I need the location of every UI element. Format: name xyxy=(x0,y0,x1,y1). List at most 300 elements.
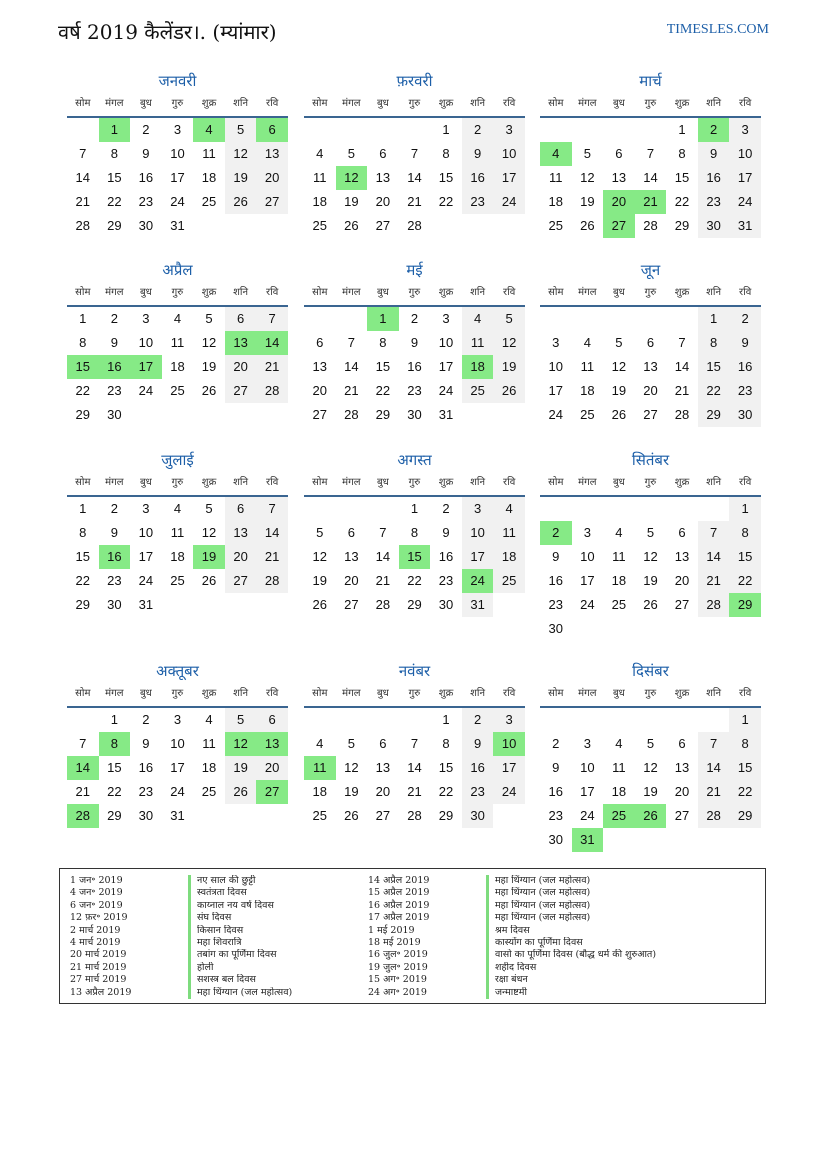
day-cell: 12 xyxy=(611,359,627,374)
day-cell: 1 xyxy=(79,311,87,326)
day-cell: 24 xyxy=(138,383,154,398)
day-cell: 21 xyxy=(407,194,422,209)
holiday-row xyxy=(60,962,362,974)
empty-day-cell xyxy=(666,617,698,641)
empty-day-cell xyxy=(493,403,525,427)
week-row xyxy=(67,118,288,142)
day-cell: 11 xyxy=(612,549,626,564)
empty-day-cell xyxy=(540,307,572,331)
day-cell: 16 xyxy=(462,166,494,190)
weekday-label: शुक्र xyxy=(438,477,454,488)
weekday-header xyxy=(540,471,761,497)
holiday-row xyxy=(358,900,695,912)
day-cell: 3 xyxy=(442,311,450,326)
empty-day-cell xyxy=(304,118,336,142)
month-title: दिसंबर xyxy=(632,662,669,680)
day-cell: 9 xyxy=(110,525,118,540)
weekday-label: शुक्र xyxy=(201,98,217,109)
day-cell: 29 xyxy=(698,403,730,427)
weekday-label: मंगल xyxy=(578,287,597,298)
month-calendar xyxy=(540,259,761,427)
holiday-name: महा थिंग्यान (जल महोत्सव) xyxy=(495,887,591,899)
empty-day-cell xyxy=(367,118,399,142)
day-cell: 19 xyxy=(193,545,225,569)
empty-day-cell xyxy=(304,497,336,521)
month-title: सितंबर xyxy=(631,451,670,469)
week-row xyxy=(67,214,288,238)
empty-day-cell xyxy=(729,828,761,852)
week-row xyxy=(540,521,761,545)
holiday-date: 27 मार्च 2019 xyxy=(70,974,127,986)
day-cell: 24 xyxy=(580,597,595,612)
weekday-label: शनि xyxy=(233,477,249,488)
day-cell: 2 xyxy=(110,311,118,326)
day-cell: 16 xyxy=(548,784,564,799)
day-cell: 14 xyxy=(375,549,391,564)
week-row xyxy=(67,732,288,756)
week-row xyxy=(540,569,761,593)
weekday-header xyxy=(540,92,761,118)
day-cell: 1 xyxy=(698,307,730,331)
week-row xyxy=(304,497,525,521)
empty-day-cell xyxy=(225,214,257,238)
day-cell: 4 xyxy=(493,497,525,521)
week-row xyxy=(304,569,525,593)
day-cell: 23 xyxy=(548,597,564,612)
day-cell: 21 xyxy=(674,383,690,398)
holiday-name: महा थिंग्यान (जल महोत्सव) xyxy=(495,899,591,911)
day-cell: 21 xyxy=(407,784,422,799)
weekday-label: सोम xyxy=(548,287,564,298)
day-cell: 29 xyxy=(729,804,761,828)
day-cell: 10 xyxy=(493,142,525,166)
weekday-label: शनि xyxy=(470,287,486,298)
day-cell: 21 xyxy=(698,569,730,593)
day-cell: 12 xyxy=(312,549,328,564)
holiday-name: होली xyxy=(197,961,214,973)
weekday-label: मंगल xyxy=(105,477,124,488)
day-cell: 25 xyxy=(611,597,627,612)
day-cell: 29 xyxy=(407,597,422,612)
day-cell: 9 xyxy=(142,736,150,751)
day-cell: 20 xyxy=(674,573,690,588)
empty-day-cell xyxy=(193,403,225,427)
day-cell: 18 xyxy=(312,784,328,799)
empty-day-cell xyxy=(336,708,368,732)
day-cell: 31 xyxy=(462,593,494,617)
day-cell: 14 xyxy=(75,170,91,185)
day-cell: 29 xyxy=(674,218,690,233)
day-cell: 12 xyxy=(643,549,658,564)
day-cell: 20 xyxy=(603,190,635,214)
holiday-row xyxy=(358,974,695,986)
day-cell: 7 xyxy=(678,335,686,350)
day-cell: 31 xyxy=(138,597,154,612)
holiday-date: 19 जुल॰ 2019 xyxy=(368,961,428,973)
empty-day-cell xyxy=(666,497,698,521)
day-cell: 30 xyxy=(138,218,154,233)
day-cell: 6 xyxy=(347,525,355,540)
day-cell: 11 xyxy=(549,170,563,185)
day-cell: 16 xyxy=(462,756,494,780)
day-cell: 1 xyxy=(442,122,450,137)
day-cell: 19 xyxy=(225,756,257,780)
day-cell: 1 xyxy=(79,501,87,516)
day-cell: 1 xyxy=(729,497,761,521)
day-cell: 23 xyxy=(107,383,122,398)
day-cell: 21 xyxy=(698,780,730,804)
day-cell: 24 xyxy=(170,784,185,799)
empty-day-cell xyxy=(603,307,635,331)
holiday-name: महा थिंग्यान (जल महोत्सव) xyxy=(495,912,591,924)
holiday-name: कास्योंग का पूर्णिमा दिवस xyxy=(495,936,583,948)
day-cell: 15 xyxy=(729,756,761,780)
holiday-name: रक्षा बंधन xyxy=(495,974,528,986)
weekday-label: गुरु xyxy=(408,98,421,109)
day-cell: 18 xyxy=(312,194,328,209)
week-row xyxy=(67,569,288,593)
day-cell: 25 xyxy=(580,407,595,422)
day-cell: 4 xyxy=(615,736,623,751)
weekday-label: सोम xyxy=(548,477,564,488)
day-cell: 23 xyxy=(138,194,154,209)
holiday-marker xyxy=(188,974,191,986)
week-row xyxy=(540,307,761,331)
day-cell: 30 xyxy=(548,832,564,847)
day-cell: 3 xyxy=(493,118,525,142)
empty-day-cell xyxy=(336,497,368,521)
day-cell: 2 xyxy=(698,118,730,142)
day-cell: 26 xyxy=(344,808,359,823)
day-cell: 12 xyxy=(643,760,658,775)
site-link[interactable]: TIMESLES.COM xyxy=(666,22,769,37)
week-row xyxy=(540,545,761,569)
day-cell: 5 xyxy=(225,708,257,732)
week-row xyxy=(304,521,525,545)
day-cell: 8 xyxy=(410,525,419,540)
week-row xyxy=(304,708,525,732)
empty-day-cell xyxy=(462,403,494,427)
holiday-marker xyxy=(188,875,191,887)
day-cell: 2 xyxy=(540,521,572,545)
day-cell: 9 xyxy=(462,732,494,756)
day-cell: 3 xyxy=(173,712,182,727)
weekday-label: शुक्र xyxy=(201,477,217,488)
day-cell: 25 xyxy=(201,194,217,209)
day-cell: 20 xyxy=(312,383,328,398)
week-row xyxy=(304,593,525,617)
day-cell: 25 xyxy=(312,808,328,823)
day-cell: 20 xyxy=(375,194,391,209)
weekday-label: शुक्र xyxy=(438,688,454,699)
holiday-row xyxy=(60,949,362,961)
weekday-label: बुध xyxy=(139,287,152,298)
week-row xyxy=(304,379,525,403)
day-cell: 2 xyxy=(462,708,494,732)
holiday-name: संघ दिवस xyxy=(197,912,232,924)
holiday-row xyxy=(358,925,695,937)
day-cell: 13 xyxy=(225,521,257,545)
holiday-list xyxy=(59,868,766,1004)
day-cell: 20 xyxy=(643,383,658,398)
day-cell: 6 xyxy=(646,335,655,350)
weekday-label: शुक्र xyxy=(201,688,217,699)
holiday-name: जन्माष्टमी xyxy=(495,986,527,998)
day-cell: 15 xyxy=(67,355,99,379)
weekday-label: बुध xyxy=(376,98,389,109)
empty-day-cell xyxy=(666,828,698,852)
week-row xyxy=(540,617,761,641)
holiday-row xyxy=(60,974,362,986)
day-cell: 1 xyxy=(367,307,399,331)
day-cell: 6 xyxy=(678,736,686,751)
week-row xyxy=(304,756,525,780)
holiday-date: 4 मार्च 2019 xyxy=(70,936,121,948)
day-cell: 19 xyxy=(643,573,658,588)
day-cell: 25 xyxy=(493,569,525,593)
day-cell: 22 xyxy=(75,383,91,398)
week-row xyxy=(540,804,761,828)
day-cell: 20 xyxy=(225,355,257,379)
weekday-label: गुरु xyxy=(644,287,657,298)
weekday-label: मंगल xyxy=(342,287,361,298)
day-cell: 30 xyxy=(548,621,564,636)
week-row xyxy=(67,142,288,166)
day-cell: 18 xyxy=(170,549,185,564)
week-row xyxy=(67,804,288,828)
day-cell: 27 xyxy=(344,597,359,612)
month-calendar xyxy=(540,660,761,852)
holiday-date: 12 फ़र॰ 2019 xyxy=(70,912,128,924)
day-cell: 22 xyxy=(407,573,422,588)
day-cell: 11 xyxy=(170,335,185,350)
day-cell: 19 xyxy=(344,784,359,799)
day-cell: 18 xyxy=(201,170,217,185)
day-cell: 12 xyxy=(493,331,525,355)
day-cell: 10 xyxy=(170,736,185,751)
weekday-label: मंगल xyxy=(105,688,124,699)
weekday-label: शुक्र xyxy=(674,477,690,488)
holiday-date: 21 मार्च 2019 xyxy=(70,961,127,973)
day-cell: 18 xyxy=(201,760,217,775)
empty-day-cell xyxy=(603,497,635,521)
day-cell: 7 xyxy=(347,335,355,350)
weekday-label: बुध xyxy=(139,688,152,699)
day-cell: 21 xyxy=(75,194,91,209)
day-cell: 25 xyxy=(170,383,185,398)
day-cell: 5 xyxy=(615,335,623,350)
empty-day-cell xyxy=(399,708,431,732)
holiday-marker xyxy=(188,912,191,924)
holiday-date: 14 अप्रैल 2019 xyxy=(368,875,430,886)
day-cell: 7 xyxy=(79,146,87,161)
holiday-row xyxy=(358,962,695,974)
day-cell: 20 xyxy=(256,166,288,190)
day-cell: 7 xyxy=(79,736,87,751)
holiday-row xyxy=(358,987,695,999)
week-row xyxy=(540,593,761,617)
day-cell: 22 xyxy=(375,383,391,398)
day-cell: 23 xyxy=(729,379,761,403)
empty-day-cell xyxy=(336,118,368,142)
weekday-label: मंगल xyxy=(342,477,361,488)
empty-day-cell xyxy=(572,118,604,142)
weekday-label: गुरु xyxy=(171,98,184,109)
empty-day-cell xyxy=(430,214,462,238)
day-cell: 17 xyxy=(130,355,162,379)
empty-day-cell xyxy=(603,708,635,732)
month-title: मई xyxy=(406,261,423,279)
day-cell: 2 xyxy=(110,501,118,516)
month-calendar xyxy=(304,660,525,828)
day-cell: 25 xyxy=(312,218,328,233)
holiday-row xyxy=(60,887,362,899)
empty-day-cell xyxy=(698,828,730,852)
day-cell: 4 xyxy=(193,118,225,142)
day-cell: 16 xyxy=(438,549,454,564)
day-cell: 19 xyxy=(611,383,627,398)
day-cell: 5 xyxy=(205,501,213,516)
day-cell: 18 xyxy=(462,355,494,379)
day-cell: 13 xyxy=(312,359,328,374)
day-cell: 14 xyxy=(256,521,288,545)
week-row xyxy=(540,497,761,521)
empty-day-cell xyxy=(603,828,635,852)
day-cell: 28 xyxy=(698,804,730,828)
empty-day-cell xyxy=(635,828,667,852)
day-cell: 27 xyxy=(375,218,391,233)
day-cell: 28 xyxy=(344,407,359,422)
holiday-row xyxy=(60,925,362,937)
day-cell: 4 xyxy=(540,142,572,166)
empty-day-cell xyxy=(367,708,399,732)
empty-day-cell xyxy=(666,307,698,331)
holiday-name: स्वतंत्रता दिवस xyxy=(197,887,247,899)
empty-day-cell xyxy=(162,403,194,427)
day-cell: 23 xyxy=(438,573,454,588)
month-calendar xyxy=(304,449,525,617)
day-cell: 23 xyxy=(107,573,122,588)
day-cell: 22 xyxy=(698,379,730,403)
day-cell: 29 xyxy=(375,407,391,422)
holiday-date: 1 जन॰ 2019 xyxy=(70,875,123,886)
day-cell: 18 xyxy=(580,383,595,398)
day-cell: 26 xyxy=(643,597,658,612)
day-cell: 11 xyxy=(462,331,494,355)
day-cell: 30 xyxy=(698,214,730,238)
day-cell: 8 xyxy=(442,146,450,161)
day-cell: 12 xyxy=(336,166,368,190)
week-row xyxy=(304,804,525,828)
day-cell: 31 xyxy=(170,218,185,233)
day-cell: 17 xyxy=(138,549,154,564)
weekday-label: शुक्र xyxy=(438,287,454,298)
day-cell: 2 xyxy=(442,501,450,516)
holiday-name: सशस्त्र बल दिवस xyxy=(197,974,256,986)
day-cell: 13 xyxy=(643,359,658,374)
week-row xyxy=(67,379,288,403)
day-cell: 26 xyxy=(493,379,525,403)
holiday-marker xyxy=(188,962,191,974)
day-cell: 19 xyxy=(201,359,217,374)
weekday-label: रवि xyxy=(266,477,279,488)
empty-day-cell xyxy=(462,214,494,238)
weekday-label: बुध xyxy=(376,477,389,488)
day-cell: 1 xyxy=(442,712,450,727)
holiday-name: काय्नाल नय वर्ष दिवस xyxy=(197,899,274,911)
month-title: अप्रैल xyxy=(162,261,193,279)
weekday-header xyxy=(540,281,761,307)
day-cell: 23 xyxy=(698,190,730,214)
day-cell: 28 xyxy=(407,218,422,233)
day-cell: 25 xyxy=(603,804,635,828)
day-cell: 24 xyxy=(170,194,185,209)
holiday-date: 18 मई 2019 xyxy=(368,936,421,948)
weekday-label: बुध xyxy=(139,98,152,109)
day-cell: 16 xyxy=(729,355,761,379)
empty-day-cell xyxy=(193,214,225,238)
day-cell: 6 xyxy=(615,146,623,161)
weekday-label: रवि xyxy=(266,688,279,699)
day-cell: 14 xyxy=(698,756,730,780)
holiday-date: 17 अप्रैल 2019 xyxy=(368,912,430,924)
weekday-label: रवि xyxy=(266,287,279,298)
holiday-name: महा थिंग्यान (जल महोत्सव) xyxy=(197,986,293,998)
day-cell: 31 xyxy=(170,808,185,823)
day-cell: 20 xyxy=(674,784,690,799)
day-cell: 28 xyxy=(375,597,391,612)
holiday-row xyxy=(60,900,362,912)
holiday-name: शहीद दिवस xyxy=(495,961,537,973)
weekday-label: सोम xyxy=(75,477,91,488)
day-cell: 24 xyxy=(493,190,525,214)
day-cell: 23 xyxy=(138,784,154,799)
empty-day-cell xyxy=(256,804,288,828)
day-cell: 22 xyxy=(729,569,761,593)
weekday-label: रवि xyxy=(739,477,752,488)
day-cell: 17 xyxy=(493,166,525,190)
week-row xyxy=(304,166,525,190)
day-cell: 1 xyxy=(99,118,131,142)
day-cell: 8 xyxy=(379,335,387,350)
day-cell: 14 xyxy=(344,359,359,374)
week-row xyxy=(67,166,288,190)
empty-day-cell xyxy=(572,307,604,331)
day-cell: 28 xyxy=(256,379,288,403)
holiday-column-left xyxy=(60,875,362,999)
day-cell: 13 xyxy=(256,142,288,166)
week-row xyxy=(540,331,761,355)
empty-day-cell xyxy=(336,307,368,331)
day-cell: 7 xyxy=(698,732,730,756)
day-cell: 6 xyxy=(225,307,257,331)
day-cell: 23 xyxy=(548,808,564,823)
day-cell: 4 xyxy=(173,501,182,516)
day-cell: 26 xyxy=(635,804,667,828)
day-cell: 2 xyxy=(142,122,150,137)
day-cell: 31 xyxy=(729,214,761,238)
holiday-marker xyxy=(486,949,489,961)
day-cell: 14 xyxy=(407,170,422,185)
empty-day-cell xyxy=(493,593,525,617)
day-cell: 26 xyxy=(225,190,257,214)
day-cell: 15 xyxy=(698,355,730,379)
weekday-label: सोम xyxy=(312,688,328,699)
day-cell: 9 xyxy=(462,142,494,166)
weekday-label: शनि xyxy=(470,98,486,109)
empty-day-cell xyxy=(193,593,225,617)
day-cell: 11 xyxy=(612,760,626,775)
